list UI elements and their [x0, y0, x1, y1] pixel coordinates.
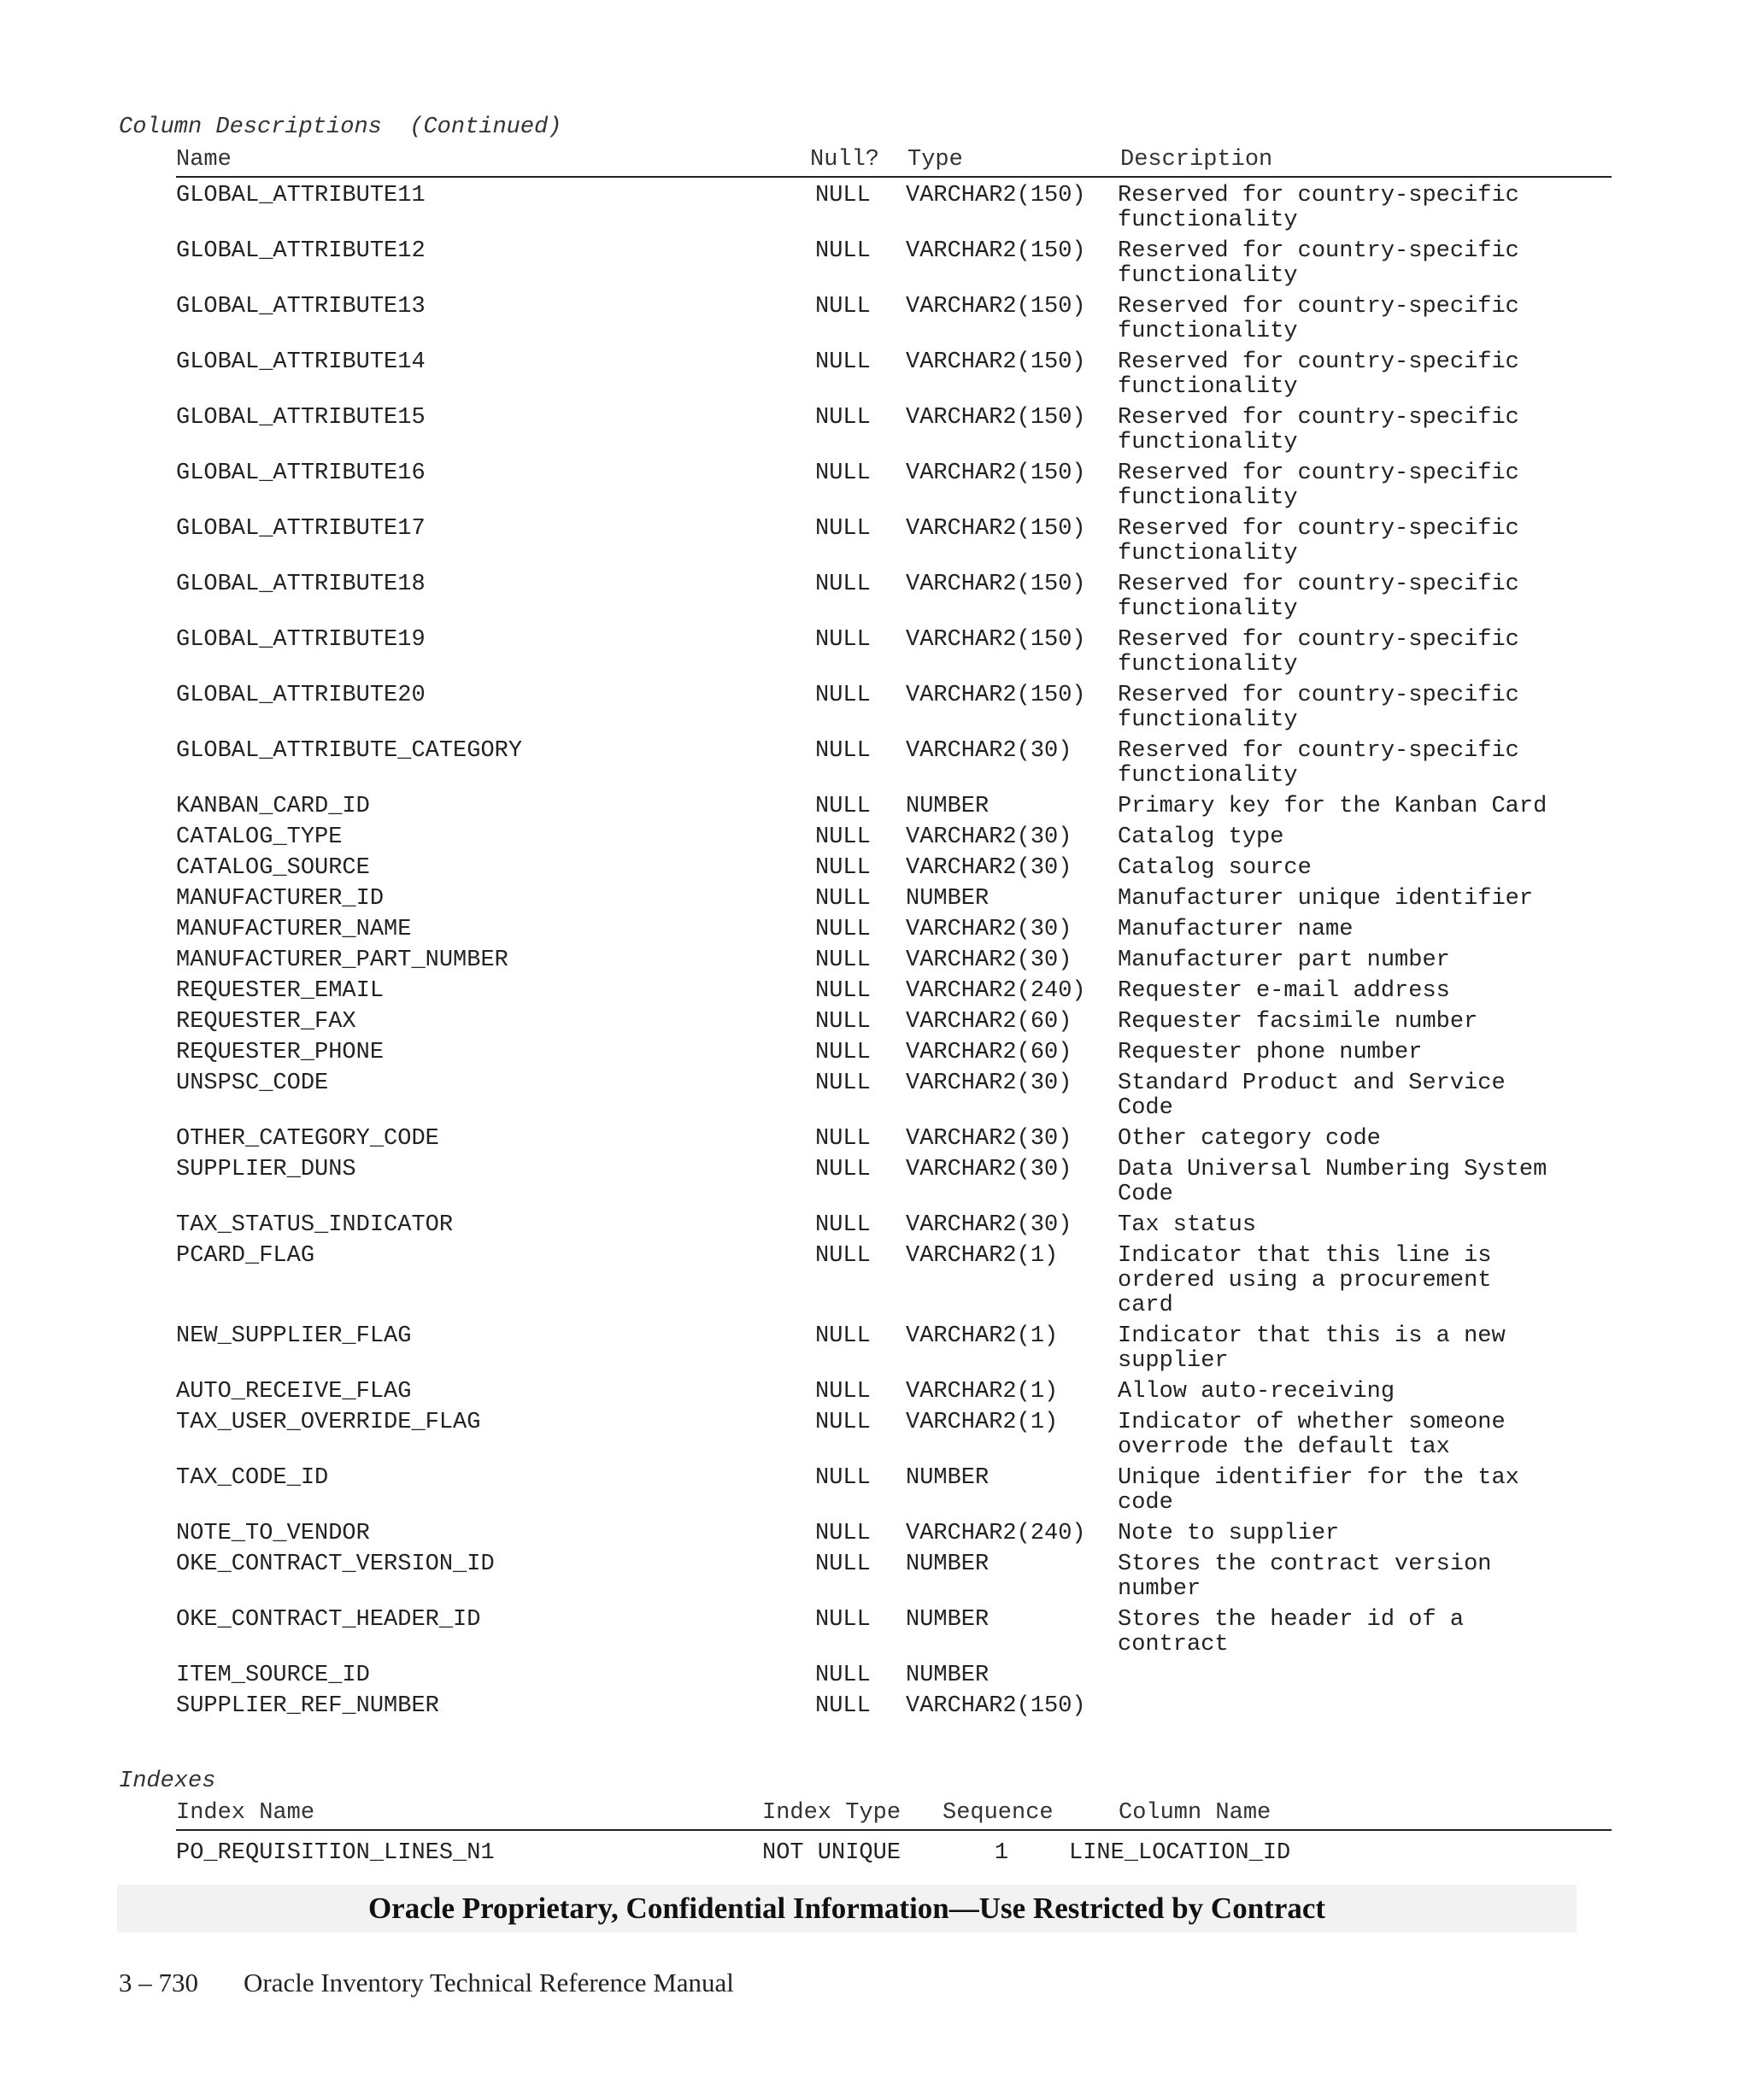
table-row [176, 1380, 1612, 1411]
type-cell: VARCHAR2(30) [906, 1071, 1072, 1096]
column-name-cell: SUPPLIER_REF_NUMBER [176, 1693, 439, 1719]
table-row [176, 1522, 1612, 1552]
description-cell: Requester phone number [1118, 1040, 1423, 1065]
type-cell: VARCHAR2(1) [906, 1323, 1059, 1349]
column-name-cell: MANUFACTURER_ID [176, 886, 385, 912]
column-name-cell: GLOBAL_ATTRIBUTE17 [176, 516, 426, 542]
type-cell: VARCHAR2(150) [906, 238, 1086, 264]
column-name-cell: GLOBAL_ATTRIBUTE15 [176, 405, 426, 431]
column-name-cell: GLOBAL_ATTRIBUTE19 [176, 627, 426, 653]
description-cell: Requester e-mail address [1118, 978, 1450, 1004]
table-row [176, 295, 1612, 350]
null-cell: NULL [815, 1009, 871, 1035]
manual-title: Oracle Inventory Technical Reference Manual [244, 1968, 734, 1997]
type-cell: NUMBER [906, 794, 990, 819]
index-table-body [176, 1841, 1612, 1866]
null-cell: NULL [815, 947, 871, 973]
header-index-type: Index Type [762, 1800, 901, 1826]
null-cell: NULL [815, 1243, 871, 1269]
null-cell: NULL [815, 1663, 871, 1688]
table-row [176, 517, 1612, 572]
table-row [176, 461, 1612, 517]
null-cell: NULL [815, 1410, 871, 1435]
description-cell: Primary key for the Kanban Card [1118, 794, 1547, 819]
column-name-cell: MANUFACTURER_PART_NUMBER [176, 947, 508, 973]
column-name-cell: TAX_CODE_ID [176, 1465, 329, 1491]
null-cell: NULL [815, 1465, 871, 1491]
column-name-cell: MANUFACTURER_NAME [176, 917, 412, 942]
column-name-cell: GLOBAL_ATTRIBUTE18 [176, 572, 426, 597]
column-name-cell: GLOBAL_ATTRIBUTE16 [176, 460, 426, 486]
column-name-cell: GLOBAL_ATTRIBUTE_CATEGORY [176, 738, 523, 764]
type-cell: VARCHAR2(150) [906, 349, 1086, 375]
description-cell: Reserved for country-specific functionality [1118, 349, 1519, 400]
table-row [176, 406, 1612, 461]
description-cell: Catalog type [1118, 824, 1284, 850]
null-cell: NULL [815, 1607, 871, 1633]
table-row [176, 1552, 1612, 1608]
confidentiality-banner: Oracle Proprietary, Confidential Information––Use Restricted by Contract [117, 1885, 1577, 1933]
column-name-cell: REQUESTER_EMAIL [176, 978, 385, 1004]
table-row [176, 1213, 1612, 1244]
column-name-cell: LINE_LOCATION_ID [1069, 1840, 1291, 1866]
table-row [176, 1244, 1612, 1324]
type-cell: VARCHAR2(30) [906, 738, 1072, 764]
description-cell [1118, 1663, 1596, 1688]
index-table-header [176, 1800, 1612, 1831]
null-cell: NULL [815, 824, 871, 850]
table-row [176, 1158, 1612, 1213]
description-cell: Reserved for country-specific functionality [1118, 405, 1519, 455]
description-cell: Tax status [1118, 1212, 1257, 1238]
column-name-cell: OTHER_CATEGORY_CODE [176, 1126, 439, 1152]
column-name-cell: PCARD_FLAG [176, 1243, 315, 1269]
type-cell: VARCHAR2(1) [906, 1379, 1059, 1405]
type-cell: VARCHAR2(240) [906, 1521, 1086, 1546]
header-sequence: Sequence [943, 1800, 1054, 1826]
description-cell [1118, 1694, 1596, 1719]
description-cell: Reserved for country-specific functionality [1118, 516, 1519, 566]
table-row [176, 795, 1612, 825]
description-cell: Indicator of whether someone overrode the default tax [1118, 1410, 1506, 1460]
column-name-cell: KANBAN_CARD_ID [176, 794, 370, 819]
description-cell: Data Universal Numbering System Code [1118, 1157, 1547, 1207]
header-index-name: Index Name [176, 1800, 315, 1826]
indexes-title: Indexes [119, 1769, 216, 1794]
table-row [176, 683, 1612, 739]
column-name-cell: GLOBAL_ATTRIBUTE13 [176, 294, 426, 320]
null-cell: NULL [815, 738, 871, 764]
type-cell: VARCHAR2(1) [906, 1410, 1059, 1435]
description-cell: Manufacturer unique identifier [1118, 886, 1534, 912]
type-cell: VARCHAR2(30) [906, 855, 1072, 881]
type-cell: VARCHAR2(150) [906, 683, 1086, 708]
page-number: 3 – 730 [119, 1968, 198, 1997]
column-name-cell: TAX_STATUS_INDICATOR [176, 1212, 454, 1238]
type-cell: VARCHAR2(1) [906, 1243, 1059, 1269]
description-cell: Stores the header id of a contract [1118, 1607, 1465, 1657]
table-row [176, 918, 1612, 948]
type-cell: NUMBER [906, 1552, 990, 1577]
description-cell: Reserved for country-specific functionality [1118, 683, 1519, 733]
type-cell: VARCHAR2(150) [906, 627, 1086, 653]
table-row [176, 184, 1612, 239]
null-cell: NULL [815, 516, 871, 542]
null-cell: NULL [815, 1040, 871, 1065]
header-null: Null? [810, 147, 880, 173]
type-cell: VARCHAR2(60) [906, 1040, 1072, 1065]
column-name-cell: ITEM_SOURCE_ID [176, 1663, 370, 1688]
column-name-cell: NOTE_TO_VENDOR [176, 1521, 370, 1546]
type-cell: VARCHAR2(30) [906, 917, 1072, 942]
column-name-cell: AUTO_RECEIVE_FLAG [176, 1379, 412, 1405]
description-cell: Reserved for country-specific functionality [1118, 460, 1519, 511]
type-cell: NUMBER [906, 1465, 990, 1491]
type-cell: VARCHAR2(30) [906, 1157, 1072, 1182]
null-cell: NULL [815, 1552, 871, 1577]
type-cell: VARCHAR2(30) [906, 947, 1072, 973]
description-cell: Manufacturer name [1118, 917, 1354, 942]
description-cell: Reserved for country-specific functionality [1118, 238, 1519, 289]
table-row [176, 1608, 1612, 1663]
null-cell: NULL [815, 238, 871, 264]
null-cell: NULL [815, 405, 871, 431]
description-cell: Reserved for country-specific functionality [1118, 738, 1519, 789]
table-row [176, 1694, 1612, 1725]
description-cell: Stores the contract version number [1118, 1552, 1492, 1602]
table-row [176, 1841, 1612, 1866]
column-name-cell: CATALOG_SOURCE [176, 855, 370, 881]
type-cell: VARCHAR2(150) [906, 516, 1086, 542]
table-row [176, 1324, 1612, 1380]
description-cell: Catalog source [1118, 855, 1312, 881]
column-table-body [176, 184, 1612, 1725]
type-cell: VARCHAR2(30) [906, 824, 1072, 850]
description-cell: Indicator that this line is ordered using a procurement card [1118, 1243, 1492, 1318]
column-name-cell: NEW_SUPPLIER_FLAG [176, 1323, 412, 1349]
description-cell: Indicator that this is a new supplier [1118, 1323, 1506, 1374]
table-row [176, 1127, 1612, 1158]
null-cell: NULL [815, 1212, 871, 1238]
header-column-name: Column Name [1119, 1800, 1271, 1826]
column-table-header [176, 147, 1612, 178]
table-row [176, 1010, 1612, 1041]
null-cell: NULL [815, 917, 871, 942]
column-name-cell: GLOBAL_ATTRIBUTE11 [176, 183, 426, 208]
column-name-cell: GLOBAL_ATTRIBUTE14 [176, 349, 426, 375]
description-cell: Unique identifier for the tax code [1118, 1465, 1519, 1516]
column-name-cell: OKE_CONTRACT_VERSION_ID [176, 1552, 495, 1577]
table-row [176, 1071, 1612, 1127]
type-cell: VARCHAR2(150) [906, 1693, 1086, 1719]
description-cell: Reserved for country-specific functionality [1118, 627, 1519, 678]
table-row [176, 628, 1612, 683]
type-cell: VARCHAR2(150) [906, 460, 1086, 486]
column-descriptions-title [119, 114, 562, 140]
type-cell: VARCHAR2(240) [906, 978, 1086, 1004]
column-descriptions-label: Column Descriptions [119, 114, 382, 140]
null-cell: NULL [815, 683, 871, 708]
null-cell: NULL [815, 1126, 871, 1152]
type-cell: VARCHAR2(150) [906, 572, 1086, 597]
null-cell: NULL [815, 1693, 871, 1719]
description-cell: Reserved for country-specific functionality [1118, 294, 1519, 344]
null-cell: NULL [815, 627, 871, 653]
null-cell: NULL [815, 1379, 871, 1405]
description-cell: Manufacturer part number [1118, 947, 1450, 973]
column-name-cell: GLOBAL_ATTRIBUTE12 [176, 238, 426, 264]
table-row [176, 1411, 1612, 1466]
continued-label: (Continued) [409, 114, 562, 140]
table-row [176, 887, 1612, 918]
table-row [176, 1466, 1612, 1522]
null-cell: NULL [815, 855, 871, 881]
type-cell: VARCHAR2(30) [906, 1212, 1072, 1238]
header-description: Description [1120, 147, 1273, 173]
description-cell: Reserved for country-specific functionality [1118, 572, 1519, 622]
description-cell: Requester facsimile number [1118, 1009, 1478, 1035]
null-cell: NULL [815, 183, 871, 208]
null-cell: NULL [815, 886, 871, 912]
type-cell: VARCHAR2(150) [906, 183, 1086, 208]
table-row [176, 825, 1612, 856]
table-row [176, 948, 1612, 979]
table-row [176, 239, 1612, 295]
description-cell: Note to supplier [1118, 1521, 1340, 1546]
description-cell: Standard Product and Service Code [1118, 1071, 1506, 1121]
index-type-cell: NOT UNIQUE [762, 1840, 901, 1866]
table-row [176, 739, 1612, 795]
table-row [176, 856, 1612, 887]
type-cell: NUMBER [906, 1663, 990, 1688]
header-type: Type [907, 147, 963, 173]
type-cell: VARCHAR2(150) [906, 294, 1086, 320]
column-name-cell: GLOBAL_ATTRIBUTE20 [176, 683, 426, 708]
column-name-cell: UNSPSC_CODE [176, 1071, 329, 1096]
null-cell: NULL [815, 1157, 871, 1182]
page-footer [119, 1968, 734, 1998]
null-cell: NULL [815, 1071, 871, 1096]
table-row [176, 572, 1612, 628]
null-cell: NULL [815, 460, 871, 486]
index-name-cell: PO_REQUISITION_LINES_N1 [176, 1840, 495, 1866]
null-cell: NULL [815, 978, 871, 1004]
table-row [176, 1663, 1612, 1694]
type-cell: VARCHAR2(150) [906, 405, 1086, 431]
table-row [176, 350, 1612, 406]
null-cell: NULL [815, 349, 871, 375]
description-cell: Reserved for country-specific functionality [1118, 183, 1519, 233]
type-cell: NUMBER [906, 1607, 990, 1633]
null-cell: NULL [815, 794, 871, 819]
column-name-cell: REQUESTER_PHONE [176, 1040, 385, 1065]
header-name: Name [176, 147, 232, 173]
null-cell: NULL [815, 1323, 871, 1349]
description-cell: Other category code [1118, 1126, 1381, 1152]
column-name-cell: TAX_USER_OVERRIDE_FLAG [176, 1410, 481, 1435]
table-row [176, 979, 1612, 1010]
type-cell: VARCHAR2(30) [906, 1126, 1072, 1152]
column-name-cell: SUPPLIER_DUNS [176, 1157, 356, 1182]
null-cell: NULL [815, 294, 871, 320]
null-cell: NULL [815, 572, 871, 597]
table-row [176, 1041, 1612, 1071]
column-name-cell: CATALOG_TYPE [176, 824, 343, 850]
description-cell: Allow auto-receiving [1118, 1379, 1395, 1405]
column-name-cell: OKE_CONTRACT_HEADER_ID [176, 1607, 481, 1633]
null-cell: NULL [815, 1521, 871, 1546]
sequence-cell: 1 [994, 1840, 1009, 1866]
type-cell: NUMBER [906, 886, 990, 912]
type-cell: VARCHAR2(60) [906, 1009, 1072, 1035]
column-name-cell: REQUESTER_FAX [176, 1009, 356, 1035]
